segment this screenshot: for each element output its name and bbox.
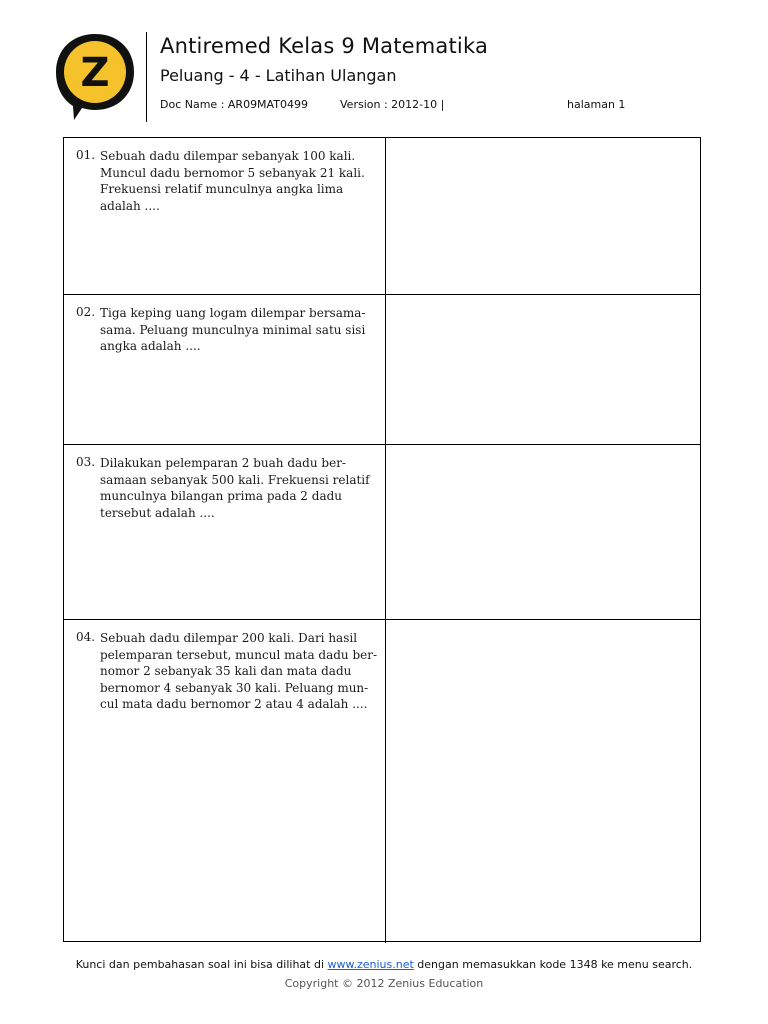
footer-text-after: dengan memasukkan kode 1348 ke menu search. bbox=[413, 958, 693, 971]
question-number: 02. bbox=[76, 305, 96, 319]
doc-name: Doc Name : AR09MAT0499 bbox=[160, 98, 308, 111]
doc-version: Version : 2012-10 | bbox=[340, 98, 445, 111]
question-number: 04. bbox=[76, 630, 96, 644]
footer-text-before: Kunci dan pembahasan soal ini bisa dilihat di bbox=[75, 958, 328, 971]
page-number: halaman 1 bbox=[567, 98, 626, 111]
zenius-logo bbox=[52, 30, 138, 122]
question-row-02 bbox=[64, 295, 700, 445]
logo-letter: Z bbox=[80, 50, 110, 96]
zenius-link[interactable]: www.zenius.net bbox=[327, 958, 414, 971]
question-number: 03. bbox=[76, 455, 96, 469]
question-text: Sebuah dadu dilempar sebanyak 100 kali. Muncul dadu bernomor 5 sebanyak 21 kali. Frekuensi relatif munculnya angka lima adalah .... bbox=[100, 149, 365, 213]
question-row-04 bbox=[64, 620, 700, 943]
header-divider bbox=[146, 32, 147, 122]
page-title: Antiremed Kelas 9 Matematika bbox=[160, 34, 489, 58]
question-grid bbox=[63, 137, 701, 942]
question-number: 01. bbox=[76, 148, 96, 162]
page-subtitle: Peluang - 4 - Latihan Ulangan bbox=[160, 66, 397, 85]
question-text: Tiga keping uang logam dilempar bersama- sama. Peluang munculnya minimal satu sisi angka adalah .... bbox=[100, 306, 366, 353]
question-text: Sebuah dadu dilempar 200 kali. Dari hasil pelemparan tersebut, muncul mata dadu ber- nomor 2 sebanyak 35 kali dan mata dadu bernomor 4 sebanyak 30 kali. Peluang mun- cul mata dadu bernomor 2 atau 4 adalah .... bbox=[100, 631, 378, 711]
question-cell bbox=[64, 620, 386, 943]
copyright: Copyright © 2012 Zenius Education bbox=[284, 977, 484, 990]
question-cell bbox=[64, 295, 386, 444]
question-text: Dilakukan pelemparan 2 buah dadu ber- samaan sebanyak 500 kali. Frekuensi relatif munculnya bilangan prima pada 2 dadu tersebut adalah .... bbox=[100, 456, 370, 520]
question-cell bbox=[64, 138, 386, 294]
question-cell bbox=[64, 445, 386, 619]
footer-note bbox=[0, 958, 768, 971]
question-row-01 bbox=[64, 138, 700, 295]
question-row-03 bbox=[64, 445, 700, 620]
